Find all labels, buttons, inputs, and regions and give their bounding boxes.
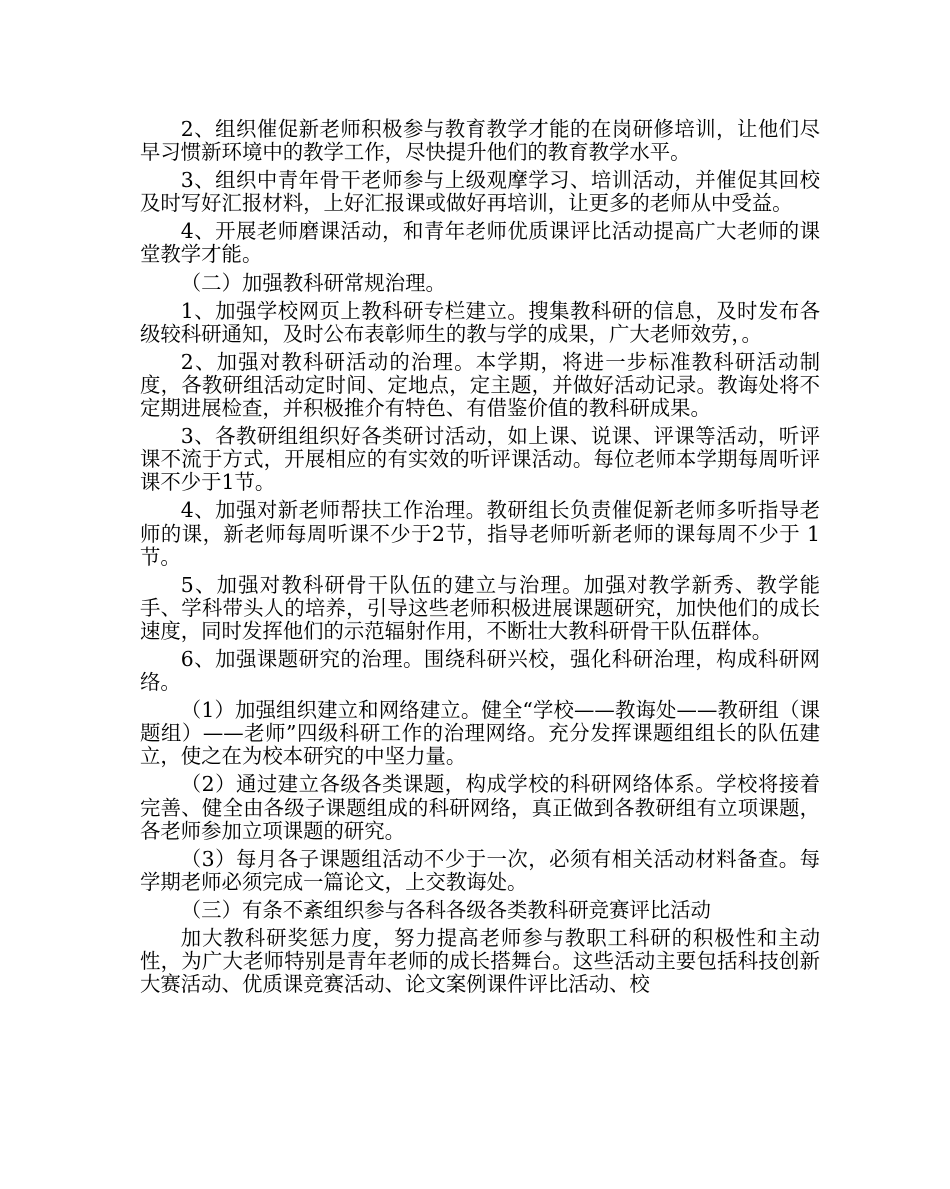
section-heading-2: （二）加强教科研常规治理。 <box>180 270 446 295</box>
paragraph-item-4: 4、开展老师磨课活动，和青年老师优质课评比活动提高广大老师的课堂教学才能。 <box>140 219 820 267</box>
paragraph-item-3b: 3、各教研组组织好各类研讨活动，如上课、说课、评课等活动，听评课不流于方式，开展相应的有实效的听评课活动。每位老师本学期每周听评课不少于1节。 <box>140 424 820 495</box>
paragraph-item-2b: 2、加强对教科研活动的治理。本学期，将进一步标准教科研活动制度，各教研组活动定时间、定地点，定主题，并做好活动记录。教诲处将不定期进展检查，并积极推介有特色、有借鉴价值的教科研成果。 <box>140 349 820 421</box>
paragraph-item-2: 2、组织催促新老师积极参与教育教学才能的在岗研修培训，让他们尽早习惯新环境中的教学工作，尽快提升他们的教育教学水平。 <box>140 117 820 165</box>
paragraph-final: 加大教科研奖惩力度，努力提高老师参与教职工科研的积极性和主动性，为广大老师特别是青年老师的成长搭舞台。这些活动主要包括科技创新大赛活动、优质课竞赛活动、论文案例课件评比活动、校 <box>140 926 820 997</box>
document-body <box>140 118 820 1001</box>
sub-item-3: （3）每月各子课题组活动不少于一次，必须有相关活动材料备查。每学期老师必须完成一篇论文，上交教诲处。 <box>140 846 820 894</box>
sub-item-2: （2）通过建立各级各类课题，构成学校的科研网络体系。学校将接着完善、健全由各级子课题组成的科研网络，真正做到各教研组有立项课题，各老师参加立项课题的研究。 <box>140 772 820 843</box>
paragraph-item-4b: 4、加强对新老师帮扶工作治理。教研组长负责催促新老师多听指导老师的课，新老师每周听课不少于2节，指导老师听新老师的课每周不少于 1节。 <box>140 498 820 569</box>
paragraph-item-5: 5、加强对教科研骨干队伍的建立与治理。加强对教学新秀、教学能手、学科带头人的培养，引导这些老师积极进展课题研究，加快他们的成长速度，同时发挥他们的示范辐射作用，不断壮大教科研骨干队伍群体。 <box>140 572 820 643</box>
paragraph-item-3: 3、组织中青年骨干老师参与上级观摩学习、培训活动，并催促其回校及时写好汇报材料，上好汇报课或做好再培训，让更多的老师从中受益。 <box>140 168 820 216</box>
sub-item-1: （1）加强组织建立和网络建立。健全“学校——教诲处——教研组（课题组）——老师”四级科研工作的治理网络。充分发挥课题组组长的队伍建立，使之在为校本研究的中坚力量。 <box>140 698 820 769</box>
paragraph-item-6: 6、加强课题研究的治理。围绕科研兴校，强化科研治理，构成科研网络。 <box>140 646 820 695</box>
paragraph-item-1: 1、加强学校网页上教科研专栏建立。搜集教科研的信息，及时发布各级较科研通知，及时公布表彰师生的教与学的成果，广大老师效劳，。 <box>140 298 820 346</box>
section-heading-3: （三）有条不紊组织参与各科各级各类教科研竞赛评比活动 <box>180 897 711 922</box>
